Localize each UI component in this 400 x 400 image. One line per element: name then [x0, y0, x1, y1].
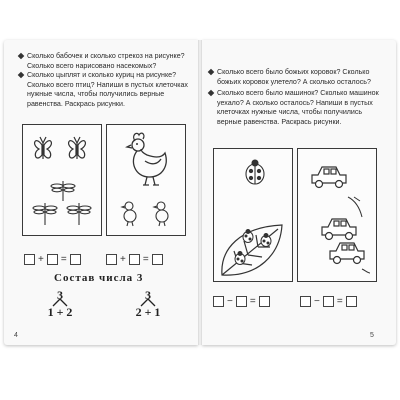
composition-title — [54, 272, 143, 284]
question-item — [18, 52, 188, 62]
answer-box[interactable] — [259, 296, 270, 307]
number-decomposition — [40, 288, 80, 322]
bullet-icon — [208, 69, 215, 76]
equation-row — [106, 254, 163, 265]
answer-box[interactable] — [129, 254, 140, 265]
question-text: Сколько всего было машинок? Сколько машинок уехало? А сколько осталось? Напиши в пустых клеточках нужные числа, чтобы получились верные равенства. Раскрась рисунки. — [217, 89, 379, 126]
ladybugs-frame — [213, 148, 293, 282]
book-gutter — [198, 40, 202, 345]
answer-box[interactable] — [323, 296, 334, 307]
equals-sign: = — [249, 296, 256, 307]
decomposition-parts: 1 + 2 — [47, 305, 73, 319]
answer-box[interactable] — [213, 296, 224, 307]
cars-frame — [297, 148, 377, 282]
insects-frame — [22, 124, 102, 236]
answer-box[interactable] — [47, 254, 58, 265]
left-questions — [18, 52, 188, 110]
question-item — [208, 68, 380, 87]
equals-sign: = — [142, 254, 149, 265]
composition-title-text: Состав числа — [54, 272, 134, 284]
leaf-icon — [218, 221, 288, 279]
equals-sign: = — [60, 254, 67, 265]
question-text: Сколько всего было божьих коровок? Сколько божьих коровок улетело? А сколько осталось? — [217, 68, 371, 86]
car-icon — [304, 157, 372, 275]
answer-box[interactable] — [236, 296, 247, 307]
answer-box[interactable] — [106, 254, 117, 265]
right-questions — [208, 68, 380, 128]
equation-row — [24, 254, 81, 265]
answer-box[interactable] — [70, 254, 81, 265]
chick-icon — [117, 199, 177, 227]
answer-box[interactable] — [24, 254, 35, 265]
question-text: Сколько бабочек и сколько стрекоз на рисунке? — [27, 52, 185, 60]
minus-sign: − — [227, 296, 233, 307]
question-text: Сколько цыплят и сколько куриц на рисунке? Сколько всего птиц? Напиши в пустых клеточках нужные числа, чтобы получились верные равенства. Раскрась рисунки. — [27, 71, 188, 108]
equals-sign: = — [336, 296, 343, 307]
bullet-icon — [208, 90, 215, 97]
dragonfly-icon — [31, 179, 95, 231]
bullet-icon — [18, 53, 25, 60]
birds-frame — [106, 124, 186, 236]
equation-row — [213, 296, 270, 307]
page-number: 4 — [14, 332, 18, 339]
question-text: Сколько всего нарисовано насекомых? — [27, 61, 157, 70]
question-item — [18, 71, 188, 109]
answer-box[interactable] — [300, 296, 311, 307]
hen-icon — [121, 131, 173, 189]
minus-sign: − — [314, 296, 320, 307]
decomposition-parts: 2 + 1 — [135, 305, 161, 319]
plus-sign: + — [120, 254, 126, 265]
plus-sign: + — [38, 254, 44, 265]
question-item — [208, 89, 380, 127]
decomposition-whole: 3 — [57, 288, 63, 302]
composition-number: 3 — [136, 272, 144, 284]
equation-row — [300, 296, 357, 307]
question-item — [18, 62, 188, 72]
answer-box[interactable] — [152, 254, 163, 265]
decomposition-whole: 3 — [145, 288, 151, 302]
page-number: 5 — [370, 332, 374, 339]
answer-box[interactable] — [346, 296, 357, 307]
ladybug-icon — [240, 157, 270, 187]
number-decomposition — [128, 288, 168, 322]
bullet-icon — [18, 72, 25, 79]
butterfly-icon — [33, 133, 91, 173]
